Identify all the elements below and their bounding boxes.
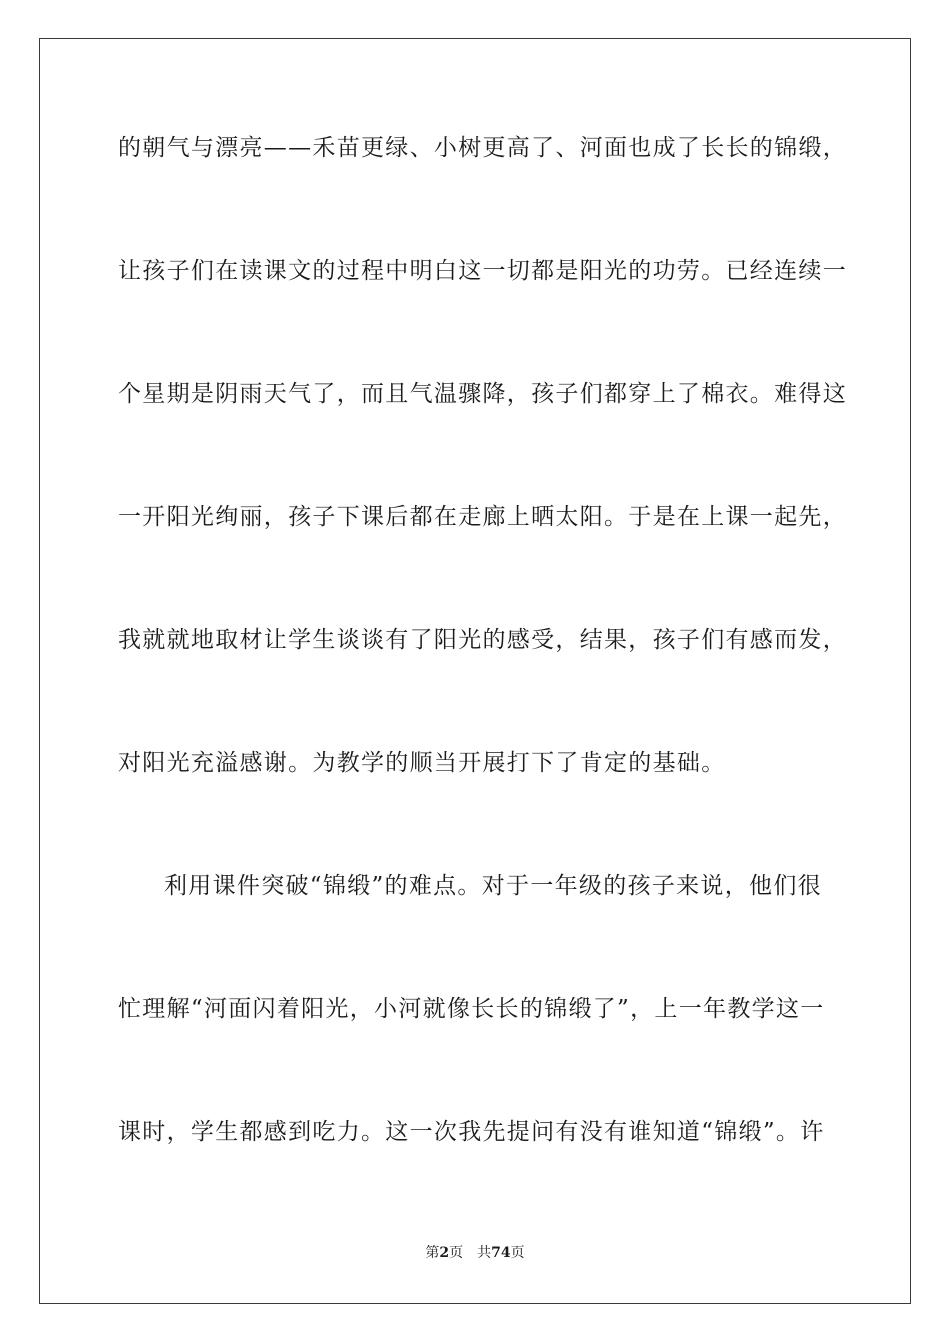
page-prefix: 第 [425, 1245, 440, 1261]
paragraph-line: 让孩子们在读课文的过程中明白这一切都是阳光的功劳。已经连续一 [118, 258, 847, 284]
paragraph-line: 的朝气与漂亮——禾苗更绿、小树更高了、河面也成了长长的锦缎， [118, 135, 847, 161]
paragraph-line: 我就就地取材让学生谈谈有了阳光的感受，结果，孩子们有感而发， [118, 627, 847, 653]
total-suffix: 页 [510, 1245, 525, 1261]
total-pages: 74 [491, 1245, 511, 1261]
page-suffix: 页 [449, 1245, 464, 1261]
paragraph-line: 对阳光充溢感谢。为教学的顺当开展打下了肯定的基础。 [118, 750, 726, 776]
paragraph-line: 忙理解“河面闪着阳光，小河就像长长的锦缎了”，上一年教学这一 [118, 996, 825, 1022]
paragraph-line-indented: 利用课件突破“锦缎”的难点。对于一年级的孩子来说，他们很 [164, 873, 822, 899]
page-border [39, 38, 911, 1304]
paragraph-line: 课时，学生都感到吃力。这一次我先提问有没有谁知道“锦缎”。许 [118, 1119, 825, 1145]
paragraph-line: 个星期是阴雨天气了，而且气温骤降，孩子们都穿上了棉衣。难得这 [118, 381, 847, 407]
page-number: 2 [439, 1245, 450, 1261]
page-footer [0, 1243, 950, 1263]
paragraph-line: 一开阳光绚丽，孩子下课后都在走廊上晒太阳。于是在上课一起先， [118, 504, 847, 530]
total-prefix: 共 [477, 1245, 492, 1261]
